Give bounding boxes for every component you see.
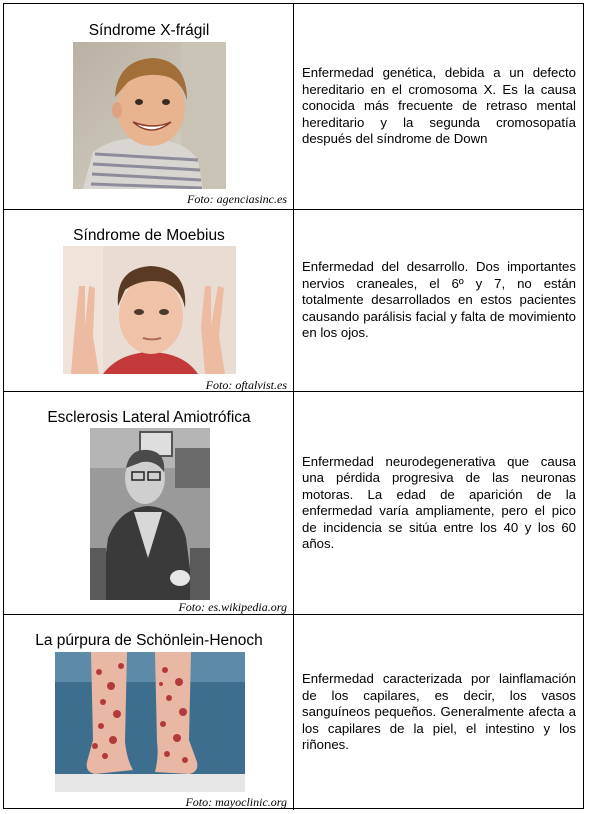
disease-title: Síndrome X-frágil (88, 22, 210, 39)
disease-title: La púrpura de Schönlein-Henoch (35, 632, 263, 649)
disease-description: Enfermedad neurodegenerativa que causa una pérdida progresiva de las neuronas motoras. La edad de aparición de la enfermedad varía ampliamente, pero el pico de incidencia se sitúa entre los 40 y los 60 años. (302, 453, 576, 551)
photo-credit: Foto: agenciasinc.es (187, 192, 287, 206)
disease-description: Enfermedad del desarrollo. Dos importantes nervios craneales, el 6º y 7, no están totalmente desarrollados en estos pacientes causando parálisis facial y falta de movimiento en los ojos. (302, 259, 576, 341)
disease-title: Esclerosis Lateral Amiotrófica (47, 409, 251, 426)
table-row (4, 4, 583, 210)
description-cell (294, 4, 583, 209)
disease-description: Enfermedad genética, debida a un defecto hereditario en el cromosoma X. Es la causa conocida más frecuente de retraso mental hereditario y la segunda cromosopatía después del síndrome de Down (302, 65, 576, 147)
table-row (4, 210, 583, 392)
image-cell (4, 210, 294, 391)
man-wheelchair-photo (90, 428, 210, 600)
photo-credit: Foto: oftalvist.es (205, 378, 287, 392)
description-cell (294, 615, 583, 810)
photo-credit: Foto: mayoclinic.org (185, 795, 287, 809)
diseases-table (3, 3, 584, 809)
disease-title: Síndrome de Moebius (73, 227, 225, 244)
photo-credit: Foto: es.wikipedia.org (178, 600, 287, 614)
description-cell (294, 392, 583, 614)
image-cell (4, 4, 294, 209)
image-cell (4, 392, 294, 614)
image-cell (4, 615, 294, 810)
description-cell (294, 210, 583, 391)
smiling-boy-photo (73, 42, 226, 189)
table-row (4, 615, 583, 810)
boy-peace-sign-photo (63, 246, 236, 374)
table-row (4, 392, 583, 615)
legs-rash-photo (55, 652, 245, 792)
disease-description: Enfermedad caracterizada por lainflamación de los capilares, es decir, los vasos sanguíneos pequeños. Generalmente afecta a los capilares de la piel, el intestino y los riñones. (302, 671, 576, 753)
